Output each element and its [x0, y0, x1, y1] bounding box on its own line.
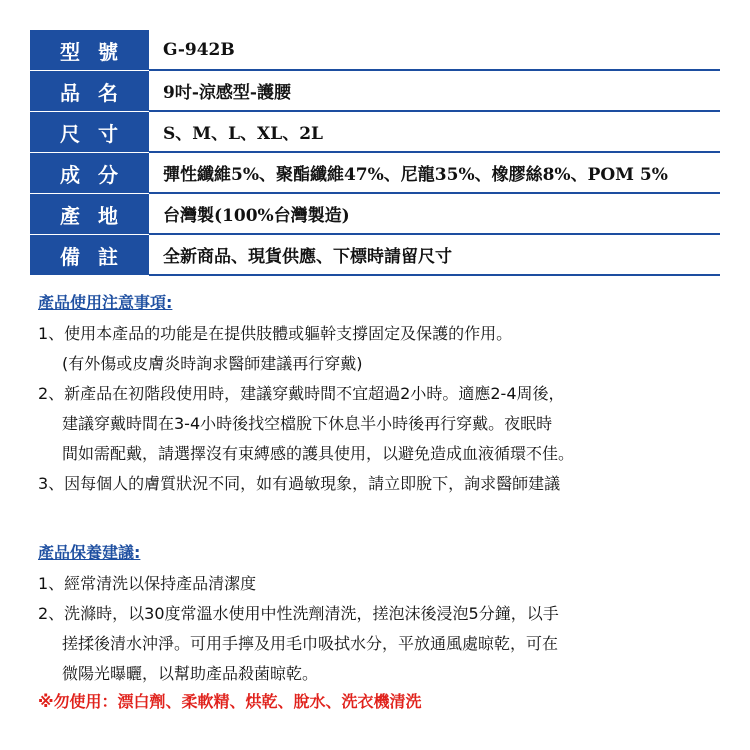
usage-item-3	[38, 469, 574, 499]
usage-title: 產品使用注意事項:	[38, 293, 173, 312]
note-line: 1、使用本產品的功能是在提供肢體或軀幹支撐固定及保護的作用。	[38, 324, 513, 343]
spec-label: 成分	[30, 153, 149, 194]
spec-row-origin	[30, 194, 720, 235]
spec-row-size	[30, 112, 720, 153]
spec-label: 品名	[30, 71, 149, 112]
spec-value: 台灣製(100%台灣製造)	[149, 194, 720, 235]
note-line: (有外傷或皮膚炎時詢求醫師建議再行穿戴)	[62, 354, 363, 373]
spec-row-model	[30, 30, 720, 71]
note-line: 搓揉後清水沖淨。可用手擰及用毛巾吸拭水分，平放通風處晾乾，可在	[62, 634, 559, 653]
note-line: 1、經常清洗以保持產品清潔度	[38, 574, 257, 593]
spec-value: 9吋-涼感型-護腰	[149, 71, 720, 112]
spec-row-material	[30, 153, 720, 194]
spec-value: 全新商品、現貨供應、下標時請留尺寸	[149, 235, 720, 276]
usage-item-1	[38, 319, 574, 379]
usage-item-2	[38, 379, 574, 469]
spec-label: 產地	[30, 194, 149, 235]
spec-value: 彈性纖維5%、聚酯纖維47%、尼龍35%、橡膠絲8%、POM 5%	[149, 153, 720, 194]
spec-value: S、M、L、XL、2L	[149, 112, 720, 153]
spec-table	[30, 30, 720, 276]
care-item-2	[38, 599, 559, 689]
note-line: 2、洗滌時，以30度常溫水使用中性洗劑清洗，搓泡沫後浸泡5分鐘，以手	[38, 604, 559, 623]
spec-label: 備註	[30, 235, 149, 276]
care-item-1	[38, 569, 559, 599]
spec-label: 尺寸	[30, 112, 149, 153]
care-section	[38, 540, 559, 712]
usage-section	[38, 290, 574, 499]
spec-value: G-942B	[149, 30, 720, 71]
note-line: 2、新產品在初階段使用時，建議穿戴時間不宜超過2小時。適應2-4周後，	[38, 384, 565, 403]
spec-row-name	[30, 71, 720, 112]
spec-row-remark	[30, 235, 720, 276]
note-line: 微陽光曝曬，以幫助產品殺菌晾乾。	[62, 664, 319, 683]
care-warning: ※勿使用：漂白劑、柔軟精、烘乾、脫水、洗衣機清洗	[38, 692, 422, 711]
note-line: 3、因每個人的膚質狀況不同，如有過敏現象，請立即脫下，詢求醫師建議	[38, 474, 561, 493]
care-title: 產品保養建議:	[38, 543, 141, 562]
note-line: 建議穿戴時間在3-4小時後找空檔脫下休息半小時後再行穿戴。夜眠時	[62, 414, 553, 433]
spec-label: 型號	[30, 30, 149, 71]
note-line: 間如需配戴，請選擇沒有束縛感的護具使用，以避免造成血液循環不佳。	[62, 444, 575, 463]
